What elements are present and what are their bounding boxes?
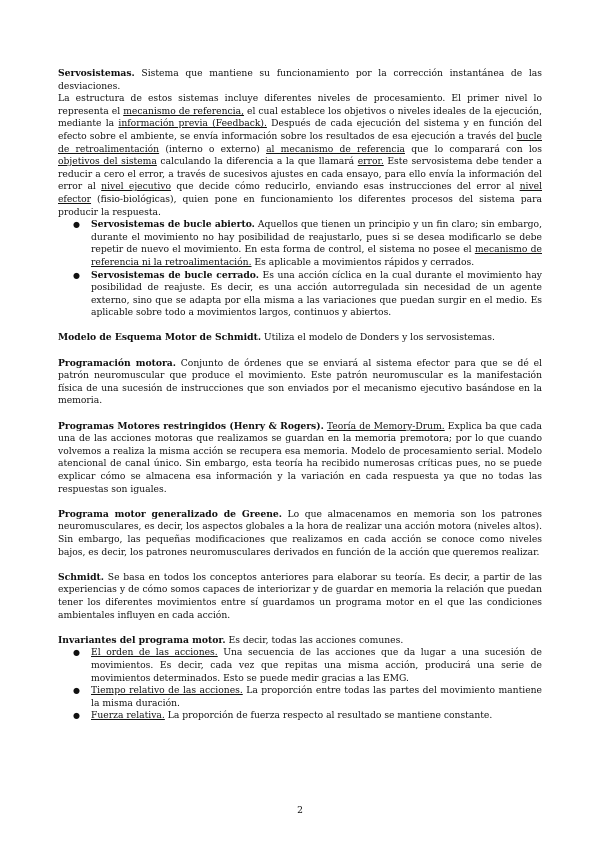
bullet-icon: ● [73,648,80,658]
term-error: error. [357,156,384,168]
list-item: ● Fuerza relativa. La proporción de fuerza respecto al resultado se mantiene constante. [73,710,493,722]
bullet-icon: ● [73,270,80,280]
invariantes-paragraph: Invariantes del programa motor. Es decir, todas las acciones comunes. [58,634,404,646]
list-item: ● Servosistemas de bucle cerrado. Es una acción cíclica en la cual durante el movimiento hay posibilidad de reajuste. Es decir, es una acción autorregulada sin necesidad de un agente externo, sino que se adapta por ella misma a las variaciones que puedan surgir en el medio. Es aplicable sobre todo a movimientos largos, continuos y abiertos. [73,269,542,319]
bullet-icon: ● [73,686,80,696]
term-nivel-ejecutivo: nivel ejecutivo [101,181,172,193]
list-item: ● El orden de las acciones. Una secuencia de las acciones que da lugar a una sucesión de movimientos. Es decir, cada vez que repitas una misma acción, producirá una serie de movimientos determinados. Esto se puede medir gracias a las EMG. [73,647,542,684]
term-mecanismo-referencia: mecanismo de referencia, [123,105,245,117]
greene-paragraph: Programa motor generalizado de Greene. Lo que almacenamos en memoria son los patrones neuromusculares, es decir, los aspectos globales a la hora de realizar una acción motora (niveles altos). Sin embargo, las pequeñas modificaciones que realizamos en cada acción se conoce como niveles bajos, es decir, los patrones neuromusculares derivados en función de la acción que queremos realizar. [58,508,542,558]
list-item: ● Tiempo relativo de las acciones. La proporción entre todas las partes del movimiento mantiene la misma duración. [73,685,542,709]
servo-bullet-list [58,219,542,320]
servo-structure-paragraph: La estructura de estos sistemas incluye diferentes niveles de procesamiento. El primer nivel lo representa el mecanismo de referencia, el cual establece los objetivos o niveles ideales de la ejecución, mediante la información previa (Feedback). Después de cada ejecución del sistema y en función del efecto sobre el ambiente, se envía información sobre los resultados de esa ejecución a través del bucle de retroalimentación (interno o externo) al mecanismo de referencia que lo comparará con los objetivos del sistema calculando la diferencia a la que llamará error. Este servosistema debe tender a reducir a cero el error, a través de sucesivos ajustes en cada ensayo, para ello envía la información del error al nivel ejecutivo que decide cómo reducirlo, enviando esas instrucciones del error al nivel efector (fisio-biológicas), quien pone en funcionamiento los diferentes procesos del sistema para producir la respuesta. [58,93,543,218]
schmidt-paragraph: Schmidt. Se basa en todos los conceptos anteriores para elaborar su teoría. Es decir, a partir de las experiencias y de cómo somos capaces de interiorizar y de guardar en memoria la relación que puedan tener los diferentes movimientos entre sí guardamos un programa motor en el que las condiciones ambientales influyen en cada acción. [58,571,542,621]
schmidt-model-paragraph: Modelo de Esquema Motor de Schmidt. Utiliza el modelo de Donders y los servosistemas. [58,332,495,344]
term-nivel-efector: nivel efector [58,181,543,205]
servo-intro-paragraph: Servosistemas. Sistema que mantiene su funcionamiento por la corrección instantánea de las desviaciones. [58,68,542,92]
servo-title: Servosistemas. [58,68,135,79]
page-number: 2 [297,805,303,816]
restringidos-paragraph: Programas Motores restringidos (Henry & Rogers). Teoría de Memory-Drum. Explica ba que cada una de las acciones motoras que realizamos se guardan en la memoria premotora; por lo que cuando volvemos a realiza la misma acción se recupera esa memoria. Modelo de procesamiento serial. Modelo atencional de canal único. Sin embargo, esta teoría ha recibido numerosas críticas pues, no se puede explicar cómo se almacena esa información y la variación en cada respuesta ya que no todas las respuestas son iguales. [58,420,542,495]
term-feedback: información previa (Feedback). [118,118,267,130]
bullet-icon: ● [73,711,80,721]
bullet-icon: ● [73,220,80,230]
term-objetivos: objetivos del sistema [58,156,157,168]
invariantes-bullet-list [58,647,542,723]
programacion-paragraph: Programación motora. Conjunto de órdenes que se enviará al sistema efector para que se dé el patrón neuromuscular que produce el movimiento. Este patrón neuromuscular es la manifestación física de una sucesión de instrucciones que son enviados por el mecanismo ejecutivo basándose en la memoria. [58,357,542,407]
list-item: ● Servosistemas de bucle abierto. Aquellos que tienen un principio y un fin claro; sin embargo, durante el movimiento no hay posibilidad de reajustarlo, pues si se desea modificarlo se debe repetir de nuevo el movimiento. En esta forma de control, el sistema no posee el mecanismo de referencia ni la retroalimentación. Es aplicable a movimientos rápidos y cerrados. [73,219,542,268]
term-bucle-retroalimentacion: bucle de retroalimentación [58,130,542,155]
term-al-mecanismo: al mecanismo de referencia [266,143,405,155]
